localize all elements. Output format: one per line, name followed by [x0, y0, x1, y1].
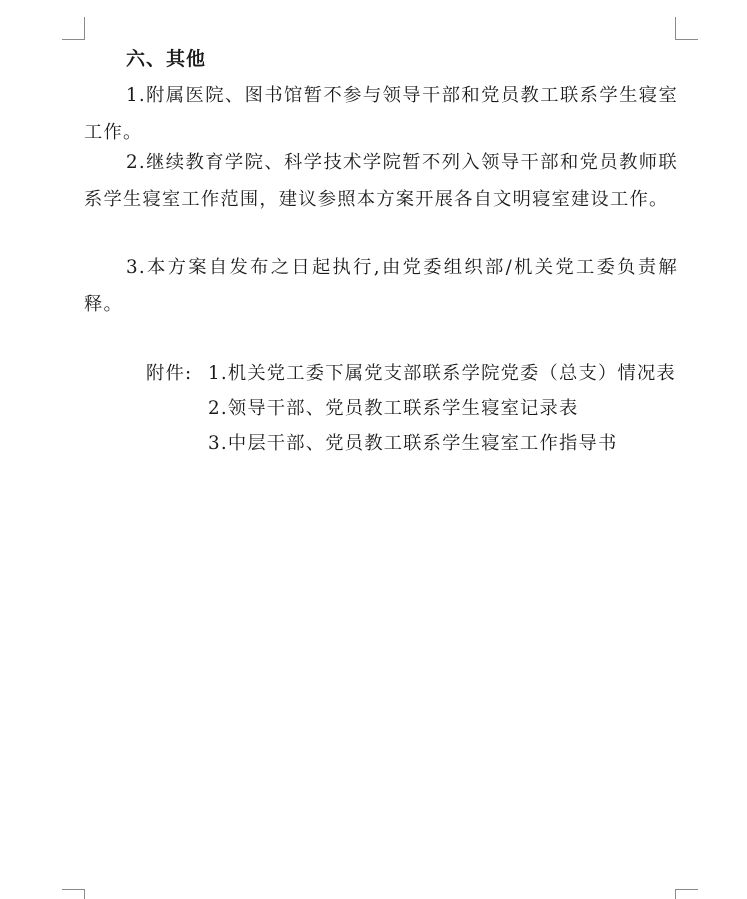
attachment-row-2: [146, 391, 678, 426]
attachment-row-3: [146, 426, 678, 461]
paragraph-item-3: 3.本方案自发布之日起执行,由党委组织部/机关党工委负责解释。: [84, 257, 678, 315]
crop-mark-top-left: [62, 17, 85, 40]
attachment-item-3: 3.中层干部、党员教工联系学生寝室工作指导书: [208, 433, 618, 454]
attachments-label: 附件:: [146, 363, 193, 384]
section-heading: 六、其他: [126, 48, 207, 70]
attachment-row-1: [146, 356, 678, 391]
attachment-item-2: 2.领导干部、党员教工联系学生寝室记录表: [208, 398, 579, 419]
attachments-block: [146, 356, 678, 461]
paragraph-item-2: 2.继续教育学院、科学技术学院暂不列入领导干部和党员教师联系学生寝室工作范围，建议参照本方案开展各自文明寝室建设工作。: [84, 152, 678, 210]
attachment-item-1: 1.机关党工委下属党支部联系学院党委（总支）情况表: [208, 363, 676, 384]
crop-mark-top-right: [675, 17, 698, 40]
paragraph-item-1: 1.附属医院、图书馆暂不参与领导干部和党员教工联系学生寝室工作。: [84, 85, 678, 143]
